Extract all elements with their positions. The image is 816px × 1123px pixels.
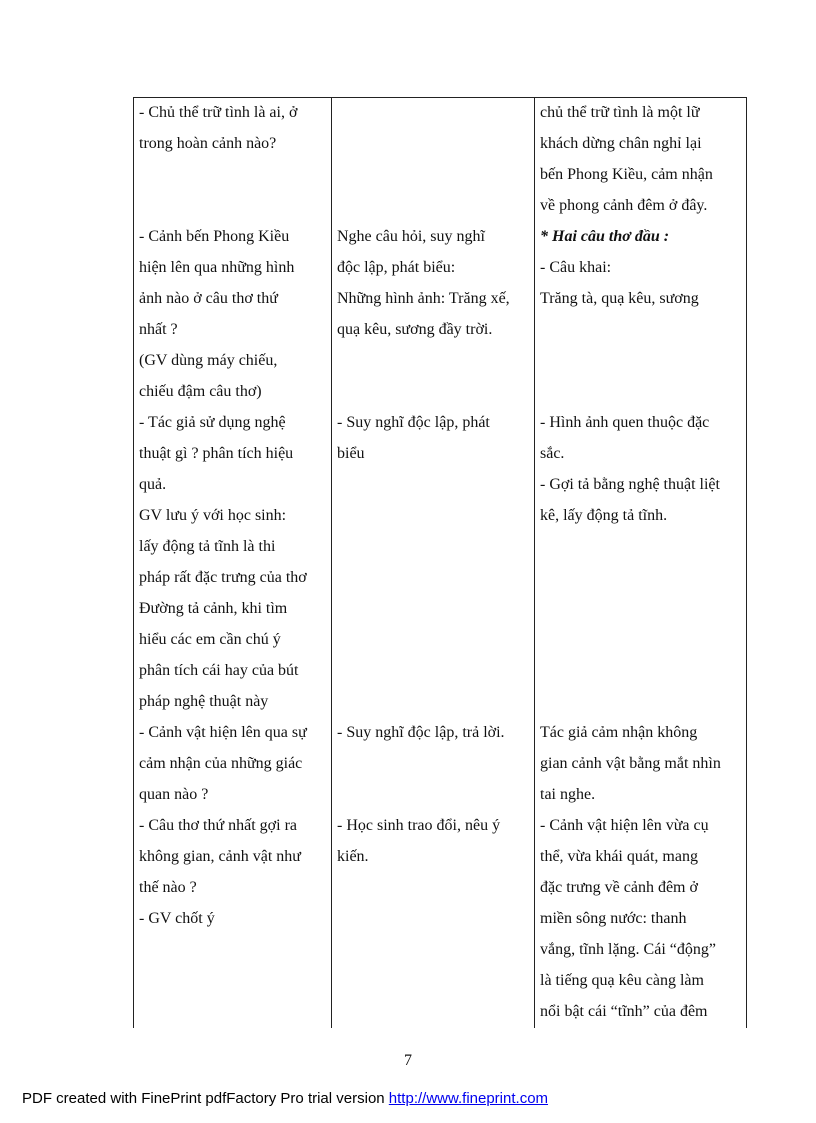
text-line: quả. [139,476,167,493]
text-line: (GV dùng máy chiếu, [139,352,278,369]
text-line: quan nào ? [139,786,209,803]
section-heading: * Hai câu thơ đầu : [540,228,670,245]
cell-segment [540,407,742,531]
text-line: - Câu thơ thứ nhất gợi ra [139,817,298,834]
cell-segment [337,810,531,872]
text-line: tai nghe. [540,786,596,803]
text-line: Đường tả cảnh, khi tìm [139,600,288,617]
text-line: hiện lên qua những hình [139,259,295,276]
text-line: - Cảnh vật hiện lên vừa cụ [540,817,709,834]
text-line: Tác giả cảm nhận không [540,724,698,741]
text-line: đặc trưng về cảnh đêm ở [540,879,698,896]
page-number: 7 [404,1052,412,1069]
text-line: Trăng tà, quạ kêu, sương [540,290,699,307]
text-line: GV lưu ý với học sinh: [139,507,287,524]
text-line: thuật gì ? phân tích hiệu [139,445,294,462]
text-line: - GV chốt ý [139,910,215,927]
text-line: pháp rất đặc trưng của thơ [139,569,307,586]
text-line: chiếu đậm câu thơ) [139,383,262,400]
cell-segment [139,97,329,159]
text-line: độc lập, phát biểu: [337,259,456,276]
text-line: là tiếng quạ kêu càng làm [540,972,704,989]
text-line: hiểu các em cần chú ý [139,631,281,648]
cell-segment [540,717,742,810]
text-line: - Suy nghĩ độc lập, trả lời. [337,724,505,741]
text-line: khách dừng chân nghỉ lại [540,135,702,152]
cell-segment [540,283,742,314]
column-divider [534,97,535,1028]
cell-segment [540,97,742,221]
text-line: về phong cảnh đêm ở đây. [540,197,708,214]
text-line: - Tác giả sử dụng nghệ [139,414,286,431]
column-divider [746,97,747,1028]
text-line: vắng, tĩnh lặng. Cái “động” [540,941,716,958]
text-line: - Cảnh bến Phong Kiều [139,228,290,245]
cell-segment [540,221,742,283]
text-line: Những hình ảnh: Trăng xế, [337,290,510,307]
text-line: - Gợi tả bằng nghệ thuật liệt [540,476,720,493]
pdf-footer [22,1090,548,1107]
text-line: kiến. [337,848,369,865]
text-line: thế nào ? [139,879,197,896]
text-line: thể, vừa khái quát, mang [540,848,698,865]
text-line: cảm nhận của những giác [139,755,303,772]
text-line: phân tích cái hay của bút [139,662,299,679]
text-line: miền sông nước: thanh [540,910,687,927]
text-line: - Chủ thể trữ tình là ai, ở [139,104,298,121]
text-line: lấy động tả tĩnh là thi [139,538,276,555]
text-line: kê, lấy động tả tĩnh. [540,507,668,524]
text-line: - Câu khai: [540,259,612,276]
text-line: - Học sinh trao đổi, nêu ý [337,817,501,834]
text-line: - Hình ảnh quen thuộc đặc [540,414,710,431]
text-line: không gian, cảnh vật như [139,848,301,865]
text-line: gian cảnh vật bằng mắt nhìn [540,755,721,772]
text-line: bến Phong Kiều, cảm nhận [540,166,713,183]
text-line: - Suy nghĩ độc lập, phát [337,414,490,431]
cell-segment [337,717,531,748]
text-line: chủ thể trữ tình là một lữ [540,104,700,121]
text-line: quạ kêu, sương đầy trời. [337,321,493,338]
cell-segment [337,407,531,469]
lesson-table [133,97,747,1028]
text-line: pháp nghệ thuật này [139,693,269,710]
column-divider [133,97,134,1028]
text-line: Nghe câu hỏi, suy nghĩ [337,228,485,245]
cell-segment [139,221,329,934]
text-line: trong hoàn cảnh nào? [139,135,277,152]
text-line: ảnh nào ở câu thơ thứ [139,290,278,307]
text-line: sắc. [540,445,565,462]
cell-segment [540,810,742,1027]
text-line: - Cảnh vật hiện lên qua sự [139,724,307,741]
footer-text: PDF created with FinePrint pdfFactory Pro trial version [22,1090,389,1107]
column-divider [331,97,332,1028]
text-line: nổi bật cái “tĩnh” của đêm [540,1003,708,1020]
cell-segment [337,221,531,345]
text-line: nhất ? [139,321,178,338]
footer-link[interactable]: http://www.fineprint.com [388,1090,549,1107]
text-line: biểu [337,445,365,462]
